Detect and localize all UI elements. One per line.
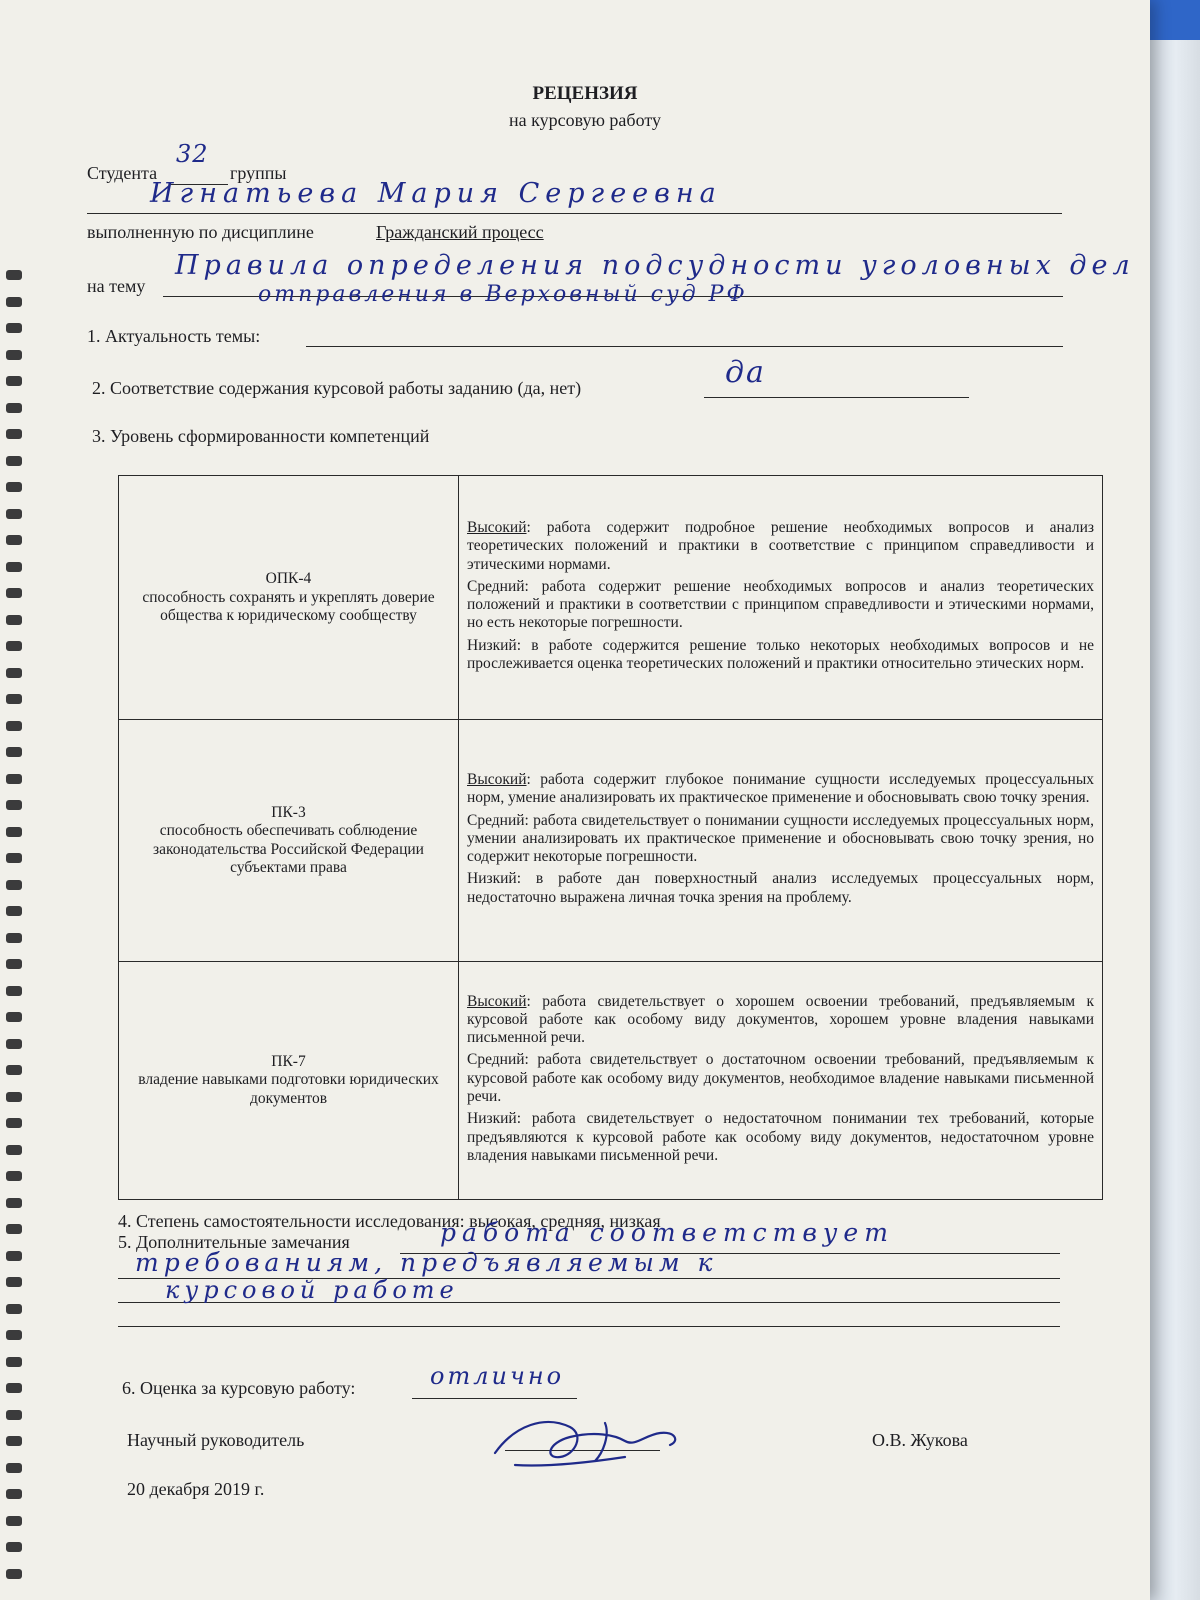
level-text: : в работе дан поверхностный анализ исследуемых процессуальных норм, недостаточно выражена личная точка зрения на проблему. [467,870,1094,906]
level-text: : работа содержит глубокое понимание сущности исследуемых процессуальных норм, умение анализировать их практическое применение и обосновывать свою точку зрения. [467,771,1094,807]
spiral-ring [6,403,22,413]
competence-label: 3. Уровень сформированности компетенций [92,426,430,446]
spiral-ring [6,1489,22,1499]
grade-label: 6. Оценка за курсовую работу: [122,1378,356,1398]
spiral-ring [6,959,22,969]
level-text: : работа содержит подробное решение необходимых вопросов и анализ теоретических положений и практики в соответствие с принципом справедливости и этическими нормами. [467,519,1094,573]
competence-code: ПК-3 [271,804,306,821]
spiral-ring [6,562,22,572]
level-text: : работа свидетельствует о недостаточном понимании тех требований, которые предъявляются к курсовой работе как особому виду документов, недостаточном уровне владения навыками письменной речи. [467,1110,1094,1164]
spiral-ring [6,986,22,996]
spiral-ring [6,694,22,704]
document-subtitle: на курсовую работу [509,110,661,130]
spiral-ring [6,1304,22,1314]
discipline-value: Гражданский процесс [376,222,544,242]
competence-levels-cell [459,476,1103,720]
level-name: Низкий [467,1110,517,1128]
competence-description: способность обеспечивать соблюдение законодательства Российской Федерации субъектами права [153,822,424,876]
spiral-ring [6,1065,22,1075]
spiral-ring [6,1436,22,1446]
level-name: Низкий [467,636,517,654]
spiral-ring [6,270,22,280]
topic-label: на тему [87,276,146,296]
level-criterion [467,771,1094,808]
level-criterion [467,578,1094,633]
spiral-ring [6,853,22,863]
spiral-ring [6,323,22,333]
spiral-ring [6,1012,22,1022]
spiral-ring [6,1092,22,1102]
spiral-ring [6,800,22,810]
conformity-value: да [725,355,766,390]
spiral-ring [6,588,22,598]
level-name: Высокий [467,992,527,1010]
student-prefix: Студента [87,163,158,183]
level-text: : работа свидетельствует о достаточном освоении требований, предъявляемым к курсовой работе как особому виду документов, необходимое владение навыками письменной речи. [467,1051,1094,1105]
competence-code: ОПК-4 [265,570,312,588]
remarks-line-1: работа соответствует [440,1218,894,1247]
group-number: 32 [176,140,209,168]
spiral-ring [6,906,22,916]
topic-line-2: отправления в Верховный суд РФ [258,282,748,307]
student-name: Игнатьева Мария Сергеевна [150,178,722,209]
level-criterion [467,812,1094,867]
review-date: 20 декабря 2019 г. [127,1479,265,1499]
document-title: РЕЦЕНЗИЯ [532,83,638,104]
remarks-line-2: требованиям, предъявляемым к [135,1248,718,1277]
level-name: Низкий [467,870,517,888]
grade-underline [412,1398,577,1399]
competence-levels-cell [459,961,1103,1199]
level-text: : в работе содержится решение только некоторых необходимых вопросов и не прослеживается оценка теоретических положений и практики относительно этических норм. [467,636,1094,673]
remarks-line-3: курсовой работе [165,1276,459,1304]
competence-code-cell [119,476,459,720]
spiral-ring [6,509,22,519]
spiral-ring [6,350,22,360]
spiral-ring [6,429,22,439]
level-criterion [467,993,1094,1048]
spiral-ring [6,535,22,545]
level-name: Средний [467,577,525,595]
conformity-underline [704,397,969,398]
spiral-ring [6,668,22,678]
spiral-ring [6,1516,22,1526]
level-text: : работа свидетельствует о понимании сущности исследуемых процессуальных норм, умении анализировать их практическое применение и обосновывать свою точку зрения, но содержит некоторые погрешности. [467,811,1094,866]
competence-code-cell [119,720,459,961]
spiral-ring [6,456,22,466]
spiral-ring [6,376,22,386]
supervisor-role: Научный руководитель [127,1430,305,1450]
level-name: Средний [467,1051,525,1069]
competence-description: владение навыками подготовки юридических документов [138,1071,439,1107]
spiral-ring [6,1198,22,1208]
spiral-ring [6,1118,22,1128]
spiral-ring [6,933,22,943]
spiral-ring [6,1171,22,1181]
spiral-ring [6,482,22,492]
student-suffix: группы [230,163,287,183]
level-criterion [467,637,1094,674]
spiral-ring [6,1463,22,1473]
competence-row [119,720,1103,961]
spiral-ring [6,1039,22,1049]
level-criterion [467,1051,1094,1106]
student-name-underline [87,213,1062,214]
spiral-binding [0,270,28,1590]
level-text: : работа свидетельствует о хорошем освоении требований, предъявляемым к курсовой работе как особому виду документов, хорошем уровне владения навыками письменной речи. [467,992,1094,1047]
competence-row [119,961,1103,1199]
level-name: Высокий [467,519,527,537]
spiral-ring [6,827,22,837]
relevance-underline [306,346,1063,347]
spiral-ring [6,880,22,890]
spiral-ring [6,641,22,651]
spiral-ring [6,1542,22,1552]
spiral-ring [6,615,22,625]
competence-table [118,475,1103,1200]
spiral-ring [6,1330,22,1340]
independence-label: 4. Степень самостоятельности исследования: высокая, средняя, низкая [118,1211,661,1231]
relevance-label: 1. Актуальность темы: [87,326,261,346]
conformity-label: 2. Соответствие содержания курсовой работы заданию (да, нет) [92,378,582,398]
level-criterion [467,870,1094,907]
competence-row [119,476,1103,720]
level-name: Высокий [467,771,527,789]
spiral-ring [6,297,22,307]
level-criterion [467,1110,1094,1165]
supervisor-name: О.В. Жукова [872,1430,968,1450]
competence-code: ПК-7 [271,1052,306,1070]
level-criterion [467,519,1094,574]
spiral-ring [6,774,22,784]
competence-description: способность сохранять и укреплять доверие общества к юридическому сообществу [142,588,435,624]
handwritten-signature [475,1405,695,1475]
spiral-ring [6,1251,22,1261]
competence-code-cell [119,961,459,1199]
remarks-label: 5. Дополнительные замечания [118,1232,350,1252]
spiral-ring [6,721,22,731]
spiral-ring [6,1224,22,1234]
spiral-ring [6,1145,22,1155]
spiral-ring [6,747,22,757]
topic-line-1: Правила определения подсудности уголовных дел [175,250,1135,281]
discipline-label: выполненную по дисциплине [87,222,314,242]
spiral-ring [6,1357,22,1367]
spiral-ring [6,1383,22,1393]
spiral-ring [6,1569,22,1579]
spiral-ring [6,1410,22,1420]
level-name: Средний [467,811,525,829]
grade-value: отлично [430,1362,565,1390]
competence-levels-cell [459,720,1103,961]
level-text: : работа содержит решение необходимых вопросов и анализ теоретических положений и практики в соответствии с принципом справедливости и этическими нормами, но есть некоторые погрешности. [467,577,1094,632]
remarks-underline-4 [118,1326,1060,1327]
spiral-ring [6,1277,22,1287]
background-folder [1150,0,1200,40]
